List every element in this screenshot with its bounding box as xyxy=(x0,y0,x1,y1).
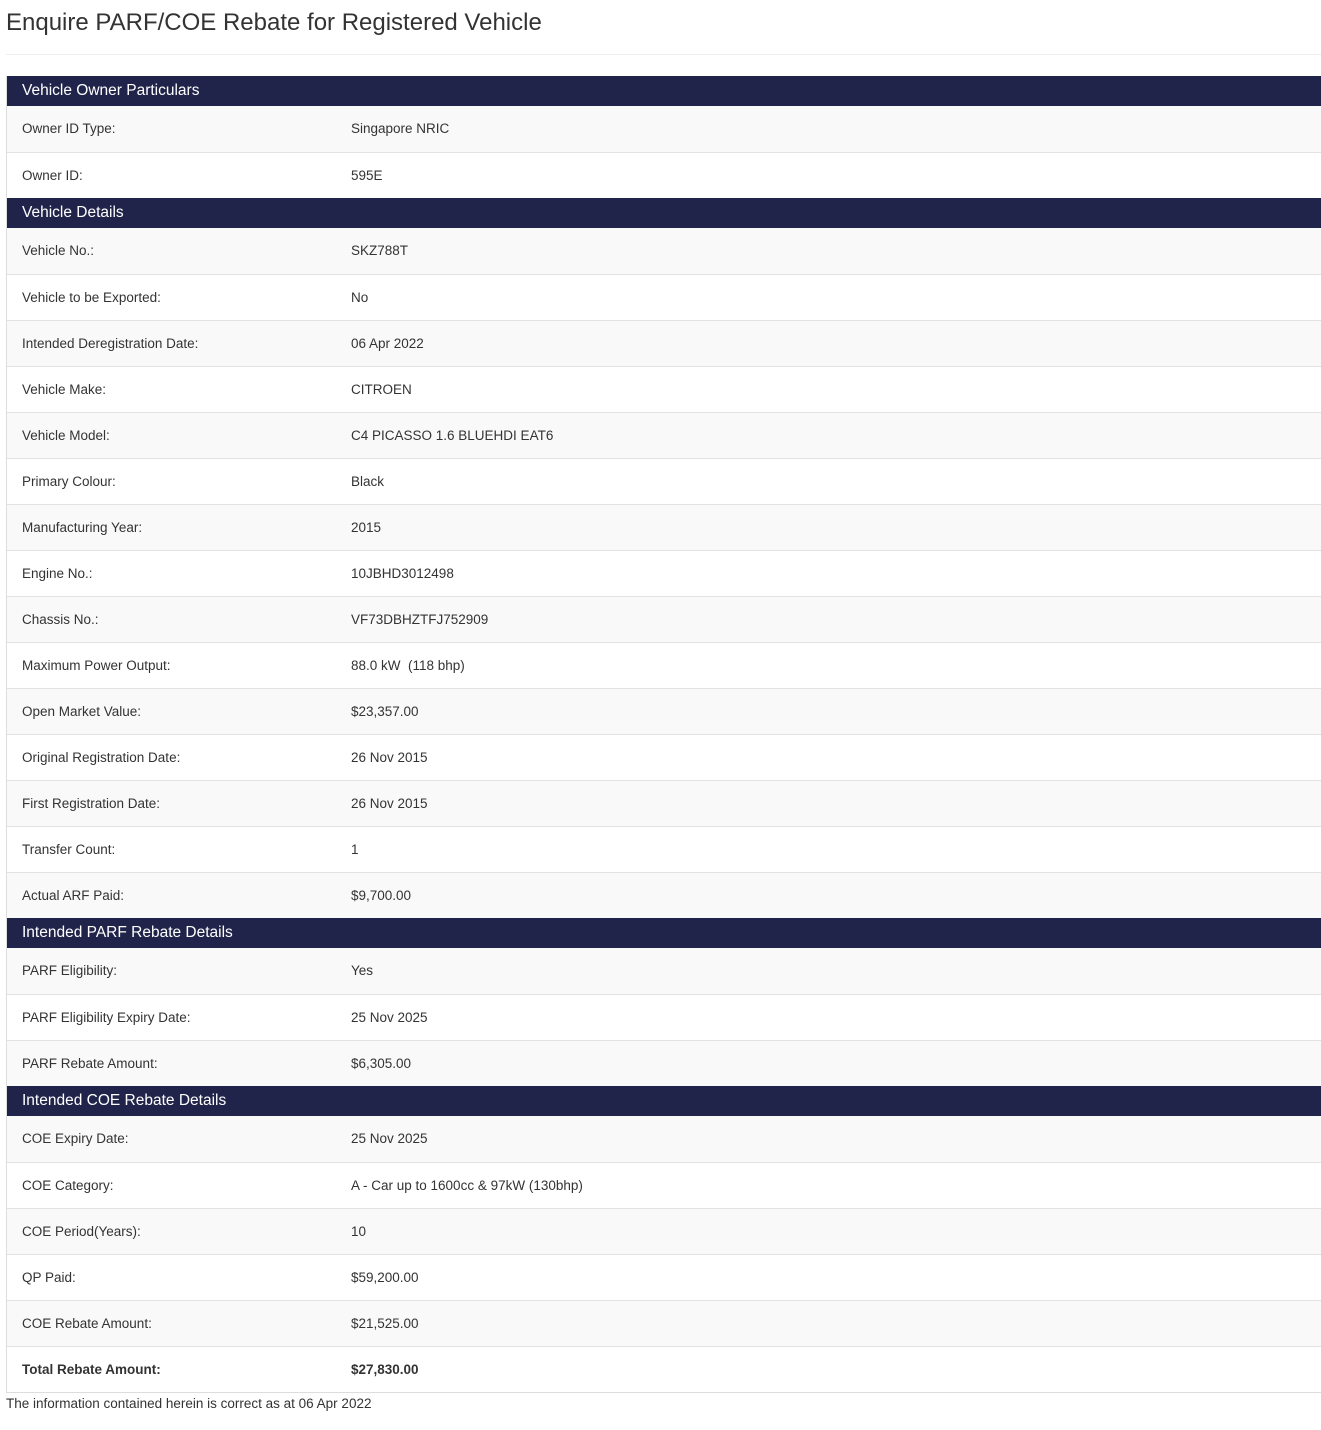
row-value: 1 xyxy=(351,842,359,857)
row-label: COE Expiry Date: xyxy=(22,1131,129,1146)
row-engine-no xyxy=(7,550,1321,596)
row-value: 2015 xyxy=(351,520,382,535)
row-value: $27,830.00 xyxy=(351,1362,419,1377)
row-first-registration-date xyxy=(7,780,1321,826)
page-title: Enquire PARF/COE Rebate for Registered Vehicle xyxy=(6,9,542,36)
row-label: COE Period(Years): xyxy=(22,1224,141,1239)
row-label: Vehicle No.: xyxy=(22,243,95,258)
row-label: Owner ID: xyxy=(22,168,83,183)
row-label: Original Registration Date: xyxy=(22,750,181,765)
row-value: $23,357.00 xyxy=(351,704,419,719)
row-value: $9,700.00 xyxy=(351,888,412,903)
row-value: 26 Nov 2015 xyxy=(351,750,428,765)
row-label: PARF Eligibility Expiry Date: xyxy=(22,1010,191,1025)
row-parf-eligibility xyxy=(7,948,1321,994)
row-label: Vehicle Make: xyxy=(22,382,107,397)
row-coe-period-years xyxy=(7,1208,1321,1254)
row-value: $21,525.00 xyxy=(351,1316,419,1331)
row-owner-id-type xyxy=(7,106,1321,152)
row-parf-rebate-amount xyxy=(7,1040,1321,1086)
row-label: Total Rebate Amount: xyxy=(22,1362,161,1377)
row-parf-eligibility-expiry-date xyxy=(7,994,1321,1040)
row-value: 595E xyxy=(351,168,383,183)
row-label: COE Category: xyxy=(22,1178,114,1193)
row-total-rebate-amount xyxy=(7,1346,1321,1392)
row-label: Primary Colour: xyxy=(22,474,116,489)
row-value: CITROEN xyxy=(351,382,412,397)
row-coe-rebate-amount xyxy=(7,1300,1321,1346)
row-value: SKZ788T xyxy=(351,243,409,258)
row-label: Intended Deregistration Date: xyxy=(22,336,199,351)
row-label: Manufacturing Year: xyxy=(22,520,143,535)
row-label: Vehicle Model: xyxy=(22,428,110,443)
row-value: A - Car up to 1600cc & 97kW (130bhp) xyxy=(351,1178,583,1193)
row-maximum-power-output xyxy=(7,642,1321,688)
row-coe-expiry-date xyxy=(7,1116,1321,1162)
row-vehicle-to-be-exported xyxy=(7,274,1321,320)
row-qp-paid xyxy=(7,1254,1321,1300)
row-open-market-value xyxy=(7,688,1321,734)
row-value: No xyxy=(351,290,369,305)
row-vehicle-model xyxy=(7,412,1321,458)
row-intended-deregistration-date xyxy=(7,320,1321,366)
row-value: C4 PICASSO 1.6 BLUEHDI EAT6 xyxy=(351,428,554,443)
title-divider xyxy=(6,54,1321,55)
row-value: 25 Nov 2025 xyxy=(351,1010,428,1025)
row-actual-arf-paid xyxy=(7,872,1321,918)
row-value: VF73DBHZTFJ752909 xyxy=(351,612,489,627)
row-owner-id xyxy=(7,152,1321,198)
row-transfer-count xyxy=(7,826,1321,872)
row-value: 10JBHD3012498 xyxy=(351,566,454,581)
row-label: Actual ARF Paid: xyxy=(22,888,125,903)
row-label: Chassis No.: xyxy=(22,612,99,627)
row-coe-category xyxy=(7,1162,1321,1208)
row-value: Singapore NRIC xyxy=(351,121,450,136)
row-label: COE Rebate Amount: xyxy=(22,1316,152,1331)
row-primary-colour xyxy=(7,458,1321,504)
row-label: PARF Eligibility: xyxy=(22,963,118,978)
row-label: Vehicle to be Exported: xyxy=(22,290,161,305)
row-label: QP Paid: xyxy=(22,1270,76,1285)
row-label: Transfer Count: xyxy=(22,842,116,857)
row-original-registration-date xyxy=(7,734,1321,780)
information-footnote: The information contained herein is correct as at 06 Apr 2022 xyxy=(6,1396,372,1411)
section-header-vehicle-details: Vehicle Details xyxy=(7,198,1321,228)
row-value: 26 Nov 2015 xyxy=(351,796,428,811)
row-label: Maximum Power Output: xyxy=(22,658,171,673)
rebate-details-panel xyxy=(6,76,1321,1393)
row-vehicle-make xyxy=(7,366,1321,412)
row-value: $6,305.00 xyxy=(351,1056,412,1071)
section-header-owner-particulars: Vehicle Owner Particulars xyxy=(7,76,1321,106)
row-label: First Registration Date: xyxy=(22,796,161,811)
row-label: PARF Rebate Amount: xyxy=(22,1056,158,1071)
row-value: 88.0 kW (118 bhp) xyxy=(351,658,465,673)
section-header-coe-rebate-details: Intended COE Rebate Details xyxy=(7,1086,1321,1116)
row-value: $59,200.00 xyxy=(351,1270,419,1285)
row-value: 06 Apr 2022 xyxy=(351,336,424,351)
row-label: Open Market Value: xyxy=(22,704,142,719)
row-vehicle-no xyxy=(7,228,1321,274)
row-label: Owner ID Type: xyxy=(22,121,116,136)
row-manufacturing-year xyxy=(7,504,1321,550)
section-header-parf-rebate-details: Intended PARF Rebate Details xyxy=(7,918,1321,948)
row-label: Engine No.: xyxy=(22,566,93,581)
row-value: 25 Nov 2025 xyxy=(351,1131,428,1146)
row-value: Black xyxy=(351,474,385,489)
row-value: 10 xyxy=(351,1224,367,1239)
row-value: Yes xyxy=(351,963,374,978)
row-chassis-no xyxy=(7,596,1321,642)
